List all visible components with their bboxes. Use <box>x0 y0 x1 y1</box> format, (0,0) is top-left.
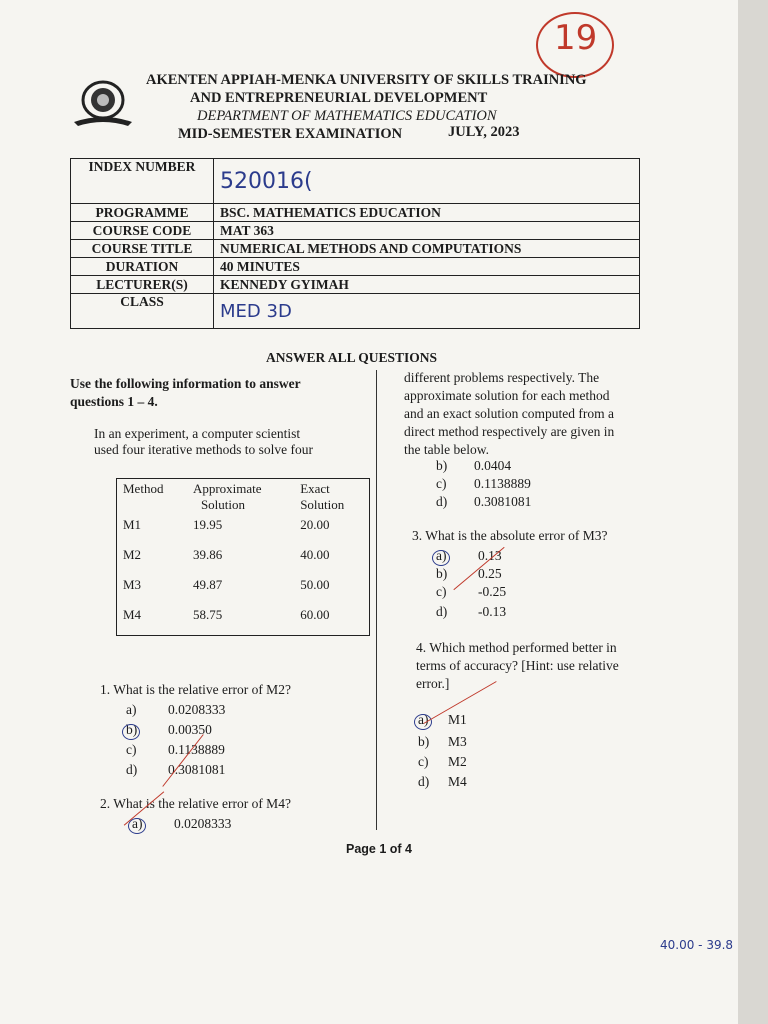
intro-right-5: the table below. <box>404 442 489 457</box>
q4-option-d-letter: d) <box>418 774 430 789</box>
row-method: M1 <box>123 517 142 532</box>
intro-para-1: In an experiment, a computer scientist <box>94 426 301 441</box>
lecturer-label: LECTURER(S) <box>71 276 214 294</box>
column-divider <box>376 370 377 830</box>
class-value <box>214 294 640 329</box>
university-name: AKENTEN APPIAH-MENKA UNIVERSITY OF SKILLS TRAINING <box>146 72 587 88</box>
q1-option-d: 0.3081081 <box>168 762 226 777</box>
row-approx: 58.75 <box>192 607 223 622</box>
row-exact: 20.00 <box>300 517 330 532</box>
solutions-table <box>116 478 370 636</box>
page-number: Page 1 of 4 <box>346 842 412 856</box>
answer-circle <box>128 818 146 834</box>
intro-right-4: direct method respectively are given in <box>404 424 615 439</box>
q4-option-b-letter: b) <box>418 734 430 749</box>
university-name-2: AND ENTREPRENEURIAL DEVELOPMENT <box>190 90 488 106</box>
score-value: 19 <box>554 18 598 58</box>
q3-option-d: -0.13 <box>478 604 507 619</box>
q3-option-a-letter: a) <box>436 548 447 563</box>
lecturer-value: KENNEDY GYIMAH <box>214 276 640 294</box>
row-method: M3 <box>123 577 142 592</box>
q2-option-d: 0.3081081 <box>474 494 532 509</box>
question-3: 3. What is the absolute error of M3? <box>412 528 608 543</box>
q4-option-b: M3 <box>448 734 467 749</box>
q2-option-a-letter: a) <box>132 816 143 831</box>
question-2: 2. What is the relative error of M4? <box>100 796 291 811</box>
q4-option-a-letter: a) <box>418 712 429 727</box>
table-row <box>117 605 370 636</box>
programme-value: BSC. MATHEMATICS EDUCATION <box>214 204 640 222</box>
instructions: ANSWER ALL QUESTIONS <box>266 350 438 365</box>
row-approx: 49.87 <box>192 577 223 592</box>
page-edge <box>738 0 768 1024</box>
q3-option-c-letter: c) <box>436 584 447 599</box>
exact-header-1: Exact <box>300 481 330 496</box>
approx-header-2: Solution <box>200 497 246 512</box>
q2-option-d-letter: d) <box>436 494 448 509</box>
question-4-line-3: error.] <box>416 676 450 691</box>
q4-option-c: M2 <box>448 754 467 769</box>
question-4-line-1: 4. Which method performed better in <box>416 640 617 655</box>
q2-option-b-letter: b) <box>436 458 448 473</box>
score-circle <box>536 12 614 78</box>
course-code-value: MAT 363 <box>214 222 640 240</box>
q1-option-c-letter: c) <box>126 742 137 757</box>
q2-option-b: 0.0404 <box>474 458 512 473</box>
table-row <box>117 515 370 545</box>
q1-option-c: 0.1138889 <box>168 742 225 757</box>
row-exact: 40.00 <box>300 547 330 562</box>
intro-line-2: questions 1 – 4. <box>70 394 158 409</box>
q3-option-b: 0.25 <box>478 566 502 581</box>
intro-para-2: used four iterative methods to solve four <box>94 442 313 457</box>
q3-option-c: -0.25 <box>478 584 507 599</box>
table-row <box>117 545 370 575</box>
university-logo <box>72 78 134 128</box>
index-value <box>214 159 640 204</box>
class-label: CLASS <box>71 294 214 329</box>
row-approx: 39.86 <box>192 547 223 562</box>
q2-option-a: 0.0208333 <box>174 816 232 831</box>
programme-label: PROGRAMME <box>71 204 214 222</box>
answer-circle <box>122 724 140 740</box>
row-method: M2 <box>123 547 142 562</box>
duration-label: DURATION <box>71 258 214 276</box>
intro-line-1: Use the following information to answer <box>70 376 301 391</box>
row-exact: 60.00 <box>300 607 330 622</box>
q4-option-a: M1 <box>448 712 467 727</box>
margin-note: 40.00 - 39.8 <box>660 938 734 952</box>
col-approx-header <box>187 479 294 516</box>
q3-option-d-letter: d) <box>436 604 448 619</box>
row-approx: 19.95 <box>192 517 223 532</box>
col-method-header: Method <box>123 481 164 496</box>
approx-header-1: Approximate <box>192 481 262 496</box>
intro-right-3: and an exact solution computed from a <box>404 406 614 421</box>
question-1: 1. What is the relative error of M2? <box>100 682 291 697</box>
duration-value: 40 MINUTES <box>214 258 640 276</box>
course-title-value: NUMERICAL METHODS AND COMPUTATIONS <box>214 240 640 258</box>
q3-option-b-letter: b) <box>436 566 448 581</box>
department: DEPARTMENT OF MATHEMATICS EDUCATION <box>197 108 497 124</box>
exam-info-table <box>70 158 640 329</box>
q4-option-c-letter: c) <box>418 754 429 769</box>
q1-option-a: 0.0208333 <box>168 702 226 717</box>
table-row <box>117 575 370 605</box>
exam-title: MID-SEMESTER EXAMINATION <box>178 126 403 142</box>
q1-option-d-letter: d) <box>126 762 138 777</box>
index-handwritten: 520016( <box>220 168 313 194</box>
course-title-label: COURSE TITLE <box>71 240 214 258</box>
question-4-line-2: terms of accuracy? [Hint: use relative <box>416 658 619 673</box>
course-code-label: COURSE CODE <box>71 222 214 240</box>
col-exact-header <box>294 479 369 516</box>
intro-right-2: approximate solution for each method <box>404 388 610 403</box>
exact-header-2: Solution <box>300 497 345 512</box>
intro-right-1: different problems respectively. The <box>404 370 600 385</box>
index-label: INDEX NUMBER <box>71 159 214 204</box>
q2-option-c-letter: c) <box>436 476 447 491</box>
q1-option-b: 0.00350 <box>168 722 212 737</box>
q4-option-d: M4 <box>448 774 467 789</box>
q2-option-c: 0.1138889 <box>474 476 531 491</box>
row-exact: 50.00 <box>300 577 330 592</box>
q1-option-b-letter: b) <box>126 722 138 737</box>
row-method: M4 <box>123 607 142 622</box>
q3-option-a: 0.13 <box>478 548 502 563</box>
q1-option-a-letter: a) <box>126 702 137 717</box>
class-handwritten: MED 3D <box>220 300 292 322</box>
answer-circle <box>432 550 450 566</box>
exam-date: JULY, 2023 <box>448 124 520 140</box>
